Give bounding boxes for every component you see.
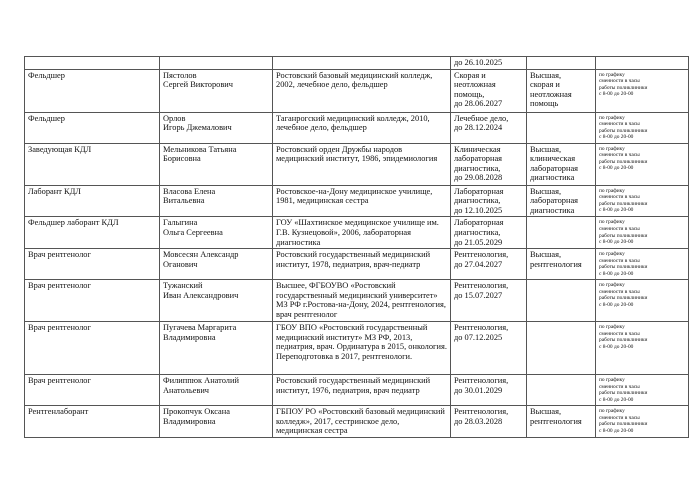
cell-name: Мовсесян Александр Оганович [160, 249, 273, 280]
cell-position [25, 57, 160, 70]
cell-position: Фельдшер [25, 112, 160, 143]
table-row [25, 406, 689, 438]
table-row [25, 249, 689, 280]
cell-education [273, 57, 451, 70]
cell-position: Врач рентгенолог [25, 375, 160, 406]
table-row [25, 143, 689, 185]
cell-education: Высшее, ФГБОУВО «Ростовский государственный медицинский университет» МЗ РФ г.Ростова-на-Дону, 2024, рентгенология, врач рентгенолог [273, 280, 451, 322]
cell-certificate: Клиническая лабораторная диагностика, до 29.08.2028 [451, 143, 527, 185]
cell-category: Высшая, клиническая лабораторная диагностика [527, 143, 596, 185]
cell-certificate: Рентгенология, до 28.03.2028 [451, 406, 527, 438]
cell-name: Пугачева Маргарита Владимировна [160, 322, 273, 375]
cell-name [160, 57, 273, 70]
cell-name: Прокопчук Оксана Владимировна [160, 406, 273, 438]
cell-position: Врач рентгенолог [25, 280, 160, 322]
cell-schedule: по графику сменности в часы работы поликлиники с 8-00 до 20-00 [596, 112, 689, 143]
cell-category: Высшая, рентгенология [527, 406, 596, 438]
cell-category [527, 57, 596, 70]
cell-certificate: Скорая и неотложная помощь, до 28.06.2027 [451, 69, 527, 112]
cell-certificate: Рентгенология, до 27.04.2027 [451, 249, 527, 280]
cell-name: Тужанский Иван Александрович [160, 280, 273, 322]
cell-education: Ростовский базовый медицинский колледж, 2002, лечебное дело, фельдшер [273, 69, 451, 112]
cell-certificate: Рентгенология, до 07.12.2025 [451, 322, 527, 375]
cell-schedule: по графику сменности в часы работы поликлиники с 8-00 до 20-00 [596, 249, 689, 280]
cell-education: ГОУ «Шахтинское медицинское училище им. Г.В. Кузнецовой», 2006, лабораторная диагностика [273, 217, 451, 249]
staff-table [24, 56, 689, 438]
cell-name: Орлов Игорь Джемалович [160, 112, 273, 143]
cell-name: Власова Елена Витальевна [160, 185, 273, 217]
table-row [25, 112, 689, 143]
cell-position: Заведующая КДЛ [25, 143, 160, 185]
cell-schedule: по графику сменности в часы работы поликлиники с 8-00 до 20-00 [596, 69, 689, 112]
cell-certificate: Лечебное дело, до 28.12.2024 [451, 112, 527, 143]
cell-name: Галыгина Ольга Сергеевна [160, 217, 273, 249]
cell-schedule: по графику сменности в часы работы поликлиники с 8-00 до 20-00 [596, 217, 689, 249]
cell-category: Высшая, лабораторная диагностика [527, 185, 596, 217]
cell-schedule: по графику сменности в часы работы поликлиники с 8-00 до 20-00 [596, 280, 689, 322]
cell-position: Рентгенлаборант [25, 406, 160, 438]
cell-position: Фельдшер лаборант КДЛ [25, 217, 160, 249]
table-row [25, 217, 689, 249]
cell-name: Мельникова Татьяна Борисовна [160, 143, 273, 185]
cell-education: ГБОУ ВПО «Ростовский государственный медицинский институт» МЗ РФ, 2013, педиатрия, врач. Ординатура в 2015, онкология. Переподготовка в 2017, рентгенологи. [273, 322, 451, 375]
cell-category [527, 375, 596, 406]
cell-position: Лаборант КДЛ [25, 185, 160, 217]
cell-schedule: по графику сменности в часы работы поликлиники с 8-00 до 20-00 [596, 143, 689, 185]
cell-category [527, 112, 596, 143]
cell-schedule [596, 57, 689, 70]
cell-position: Врач рентгенолог [25, 322, 160, 375]
cell-category [527, 322, 596, 375]
cell-category [527, 217, 596, 249]
cell-position: Врач рентгенолог [25, 249, 160, 280]
table-row [25, 57, 689, 70]
table-row [25, 322, 689, 375]
table-row [25, 280, 689, 322]
cell-certificate: Рентгенология, до 15.07.2027 [451, 280, 527, 322]
cell-schedule: по графику сменности в часы работы поликлиники с 8-00 до 20-00 [596, 375, 689, 406]
cell-education: Таганрогский медицинский колледж, 2010, лечебное дело, фельдшер [273, 112, 451, 143]
cell-education: Ростовский государственный медицинский институт, 1978, педиатрия, врач-педиатр [273, 249, 451, 280]
table-row [25, 375, 689, 406]
cell-position: Фельдшер [25, 69, 160, 112]
cell-category: Высшая, рентгенология [527, 249, 596, 280]
cell-category: Высшая, скорая и неотложная помощь [527, 69, 596, 112]
cell-name: Филиппюк Анатолий Анатольевич [160, 375, 273, 406]
cell-certificate: Лабораторная диагностика, до 21.05.2029 [451, 217, 527, 249]
cell-education: Ростовский государственный медицинский институт, 1976, педиатрия, врач педиатр [273, 375, 451, 406]
cell-category [527, 280, 596, 322]
cell-education: ГБПОУ РО «Ростовский базовый медицинский колледж», 2017, сестринское дело, медицинская сестра [273, 406, 451, 438]
cell-certificate: Рентгенология, до 30.01.2029 [451, 375, 527, 406]
cell-name: Пястолов Сергей Викторович [160, 69, 273, 112]
table-row [25, 185, 689, 217]
cell-education: Ростовское-на-Дону медицинское училище, 1981, медицинская сестра [273, 185, 451, 217]
cell-schedule: по графику сменности в часы работы поликлиники с 8-00 до 20-00 [596, 406, 689, 438]
table-row [25, 69, 689, 112]
cell-schedule: по графику сменности в часы работы поликлиники с 8-00 до 20-00 [596, 322, 689, 375]
cell-education: Ростовский орден Дружбы народов медицинский институт, 1986, эпидемиология [273, 143, 451, 185]
cell-schedule: по графику сменности в часы работы поликлиники с 8-00 до 20-00 [596, 185, 689, 217]
cell-certificate: Лабораторная диагностика, до 12.10.2025 [451, 185, 527, 217]
cell-certificate: до 26.10.2025 [451, 57, 527, 70]
